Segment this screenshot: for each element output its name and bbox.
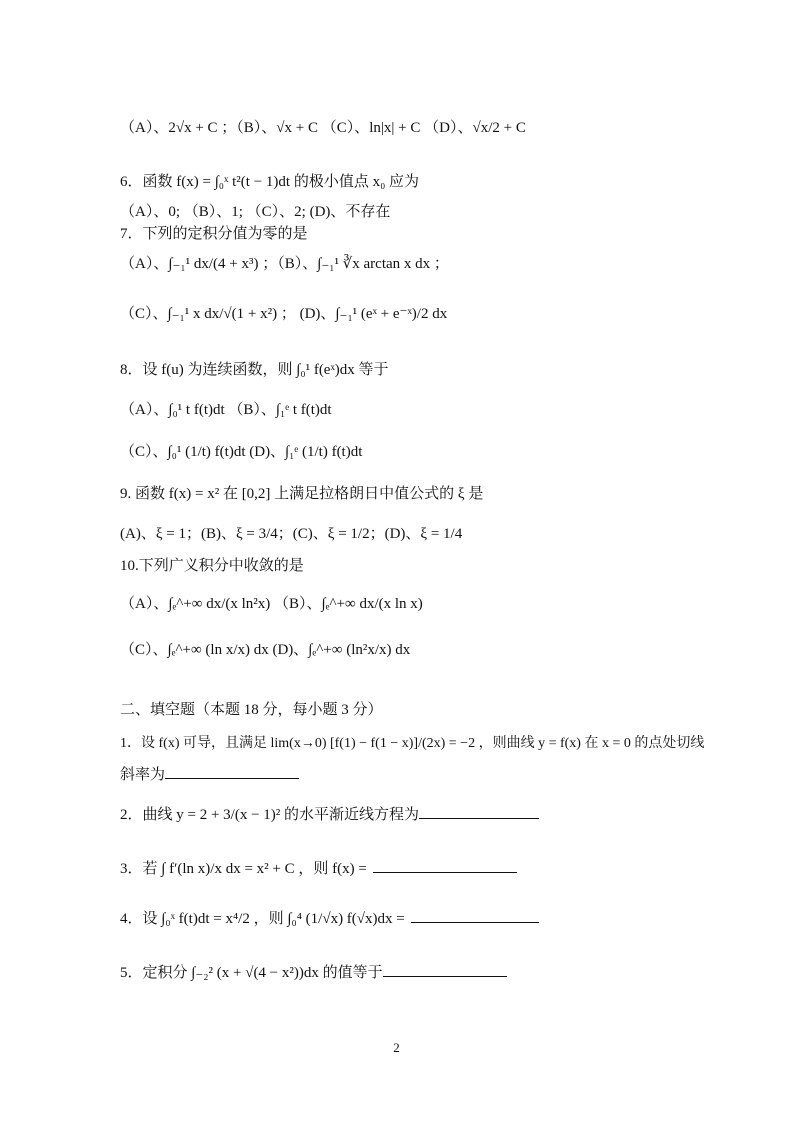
fill2-stem: 2．曲线 y = 2 + 3/(x − 1)² 的水平渐近线方程为 bbox=[120, 807, 420, 823]
page-number: 2 bbox=[393, 1040, 400, 1055]
q10-options-ab: （A）、∫ₑ^+∞ dx/(x ln²x) （B）、∫ₑ^+∞ dx/(x ln x) bbox=[120, 596, 423, 612]
q7-options-ab: （A）、∫₋₁¹ dx/(4 + x³) ；（B）、∫₋₁¹ ∛x arctan x dx ； bbox=[120, 256, 449, 272]
q7-stem: 7．下列的定积分值为零的是 bbox=[120, 226, 308, 242]
q6-stem: 6．函数 f(x) = ∫₀ˣ t²(t − 1)dt 的极小值点 x₀ 应为 bbox=[120, 174, 420, 190]
q7-options-cd: （C）、∫₋₁¹ x dx/√(1 + x²) ； (D)、∫₋₁¹ (eˣ + e⁻ˣ)/2 dx bbox=[120, 306, 448, 322]
fill1-cont-text: 斜率为 bbox=[120, 767, 166, 783]
q9-stem: 9. 函数 f(x) = x² 在 [0,2] 上满足拉格朗日中值公式的 ξ 是 bbox=[120, 486, 484, 502]
fill5-blank[interactable] bbox=[383, 962, 507, 977]
fill5-stem: 5．定积分 ∫₋₂² (x + √(4 − x²))dx 的值等于 bbox=[120, 965, 383, 981]
section2-title: 二、填空题（本题 18 分，每小题 3 分） bbox=[120, 702, 383, 718]
q10-stem: 10.下列广义积分中收敛的是 bbox=[120, 558, 304, 574]
q10-options-cd: （C）、∫ₑ^+∞ (ln x/x) dx (D)、∫ₑ^+∞ (ln²x/x) dx bbox=[120, 642, 411, 658]
fill3-stem: 3．若 ∫ f′(ln x)/x dx = x² + C ，则 f(x) = bbox=[120, 861, 367, 877]
fill4-stem: 4．设 ∫₀ˣ f(t)dt = x⁴/2 ，则 ∫₀⁴ (1/√x) f(√x)dx = bbox=[120, 911, 405, 927]
q8-options-ab: （A）、∫₀¹ t f(t)dt （B）、∫₁ᵉ t f(t)dt bbox=[120, 402, 332, 418]
q6-options: （A）、0; （B）、1; （C）、2; (D)、不存在 bbox=[120, 204, 391, 220]
fill2-blank[interactable] bbox=[419, 804, 539, 819]
fill1-answer-line bbox=[120, 764, 299, 785]
fill3-blank[interactable] bbox=[373, 858, 517, 873]
fill2-line bbox=[120, 804, 539, 825]
q5-options: （A）、2√x + C ；（B）、√x + C （C）、ln|x| + C （D）、√x/2 + C bbox=[120, 120, 526, 136]
fill1-blank[interactable] bbox=[165, 764, 299, 779]
fill4-line bbox=[120, 908, 539, 929]
q8-stem: 8．设 f(u) 为连续函数，则 ∫₀¹ f(eˣ)dx 等于 bbox=[120, 362, 389, 378]
fill3-line bbox=[120, 858, 517, 879]
fill4-blank[interactable] bbox=[411, 908, 539, 923]
q8-options-cd: （C）、∫₀¹ (1/t) f(t)dt (D)、∫₁ᵉ (1/t) f(t)dt bbox=[120, 444, 363, 460]
q9-options: (A)、ξ = 1；(B)、ξ = 3/4；(C)、ξ = 1/2；(D)、ξ = 1/4 bbox=[120, 526, 463, 542]
fill1-stem: 1．设 f(x) 可导，且满足 lim(x→0) [f(1) − f(1 − x)]/(2x) = −2 ，则曲线 y = f(x) 在 x = 0 的点处切线 bbox=[120, 736, 705, 751]
fill5-line bbox=[120, 962, 507, 983]
